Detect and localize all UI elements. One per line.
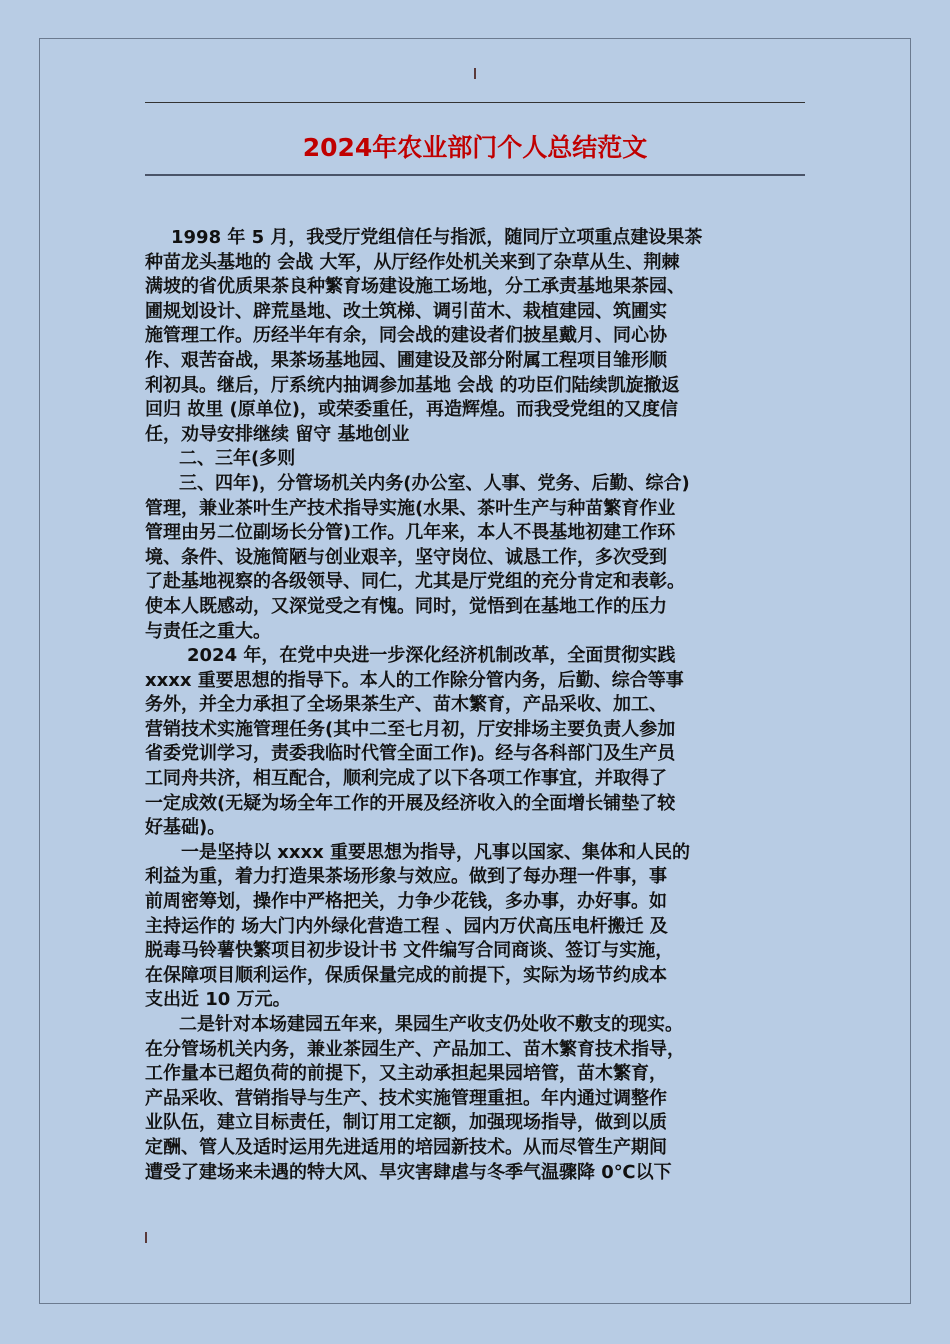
body-line: 作、艰苦奋战，果茶场基地园、圃建设及部分附属工程项目雏形顺 <box>145 349 667 371</box>
title-rule <box>145 174 805 176</box>
header-rule <box>145 102 805 103</box>
body-line: 施管理工作。历经半年有余，同会战的建设者们披星戴月、同心协 <box>145 325 667 347</box>
body-line: 在分管场机关内务，兼业茶园生产、产品加工、苗木繁育技术指导， <box>145 1038 685 1060</box>
document-body <box>145 226 815 1185</box>
body-line: 管理，兼业茶叶生产技术指导实施(水果、茶叶生产与种苗繁育作业 <box>145 497 676 519</box>
body-line: 1998 年 5 月，我受厅党组信任与指派，随同厅立项重点建设果茶 <box>171 227 703 248</box>
body-line: 前周密筹划，操作中严格把关，力争少花钱，多办事，办好事。如 <box>145 891 667 913</box>
body-line: 在保障项目顺利运作，保质保量完成的前提下，实际为场节约成本 <box>145 964 667 986</box>
footer-mark <box>145 1232 147 1243</box>
header-mark <box>474 68 476 79</box>
body-line: xxxx 重要思想的指导下。本人的工作除分管内务，后勤、综合等事 <box>145 669 684 691</box>
body-line: 了赴基地视察的各级领导、同仁，尤其是厅党组的充分肯定和表彰。 <box>145 571 685 593</box>
body-line: 与责任之重大。 <box>145 620 271 642</box>
body-line: 脱毒马铃薯快繁项目初步设计书 文件编写合同商谈、签订与实施， <box>145 940 674 962</box>
document-title: 2024年农业部门个人总结范文 <box>302 133 648 162</box>
body-line: 境、条件、设施简陋与创业艰辛，坚守岗位、诚恳工作，多次受到 <box>145 546 667 568</box>
body-line: 圃规划设计、辟荒垦地、改土筑梯、调引苗木、栽植建园、筑圃实 <box>145 300 667 322</box>
body-line: 省委党训学习，责委我临时代管全面工作)。经与各科部门及生产员 <box>145 743 676 765</box>
body-line: 业队伍，建立目标责任，制订用工定额，加强现场指导，做到以质 <box>145 1112 667 1134</box>
body-line: 一是坚持以 xxxx 重要思想为指导，凡事以国家、集体和人民的 <box>181 841 690 863</box>
body-line: 主持运作的 场大门内外绿化营造工程 、园内万伏高压电杆搬迁 及 <box>145 915 668 937</box>
body-line: 回归 故里 (原单位)，或荣委重任，再造辉煌。而我受党组的又度信 <box>145 399 678 421</box>
body-line: 产品采收、营销指导与生产、技术实施管理重担。年内通过调整作 <box>145 1087 667 1109</box>
body-line: 一定成效(无疑为场全年工作的开展及经济收入的全面增长铺垫了较 <box>145 792 676 814</box>
body-line: 好基础)。 <box>145 817 226 839</box>
body-line: 利初具。继后，厅系统内抽调参加基地 会战 的功臣们陆续凯旋撤返 <box>145 374 680 396</box>
body-line: 二是针对本场建园五年来，果园生产收支仍处收不敷支的现实。 <box>179 1014 683 1035</box>
body-line: 任，劝导安排继续 留守 基地创业 <box>145 423 410 445</box>
body-line: 二、三年(多则 <box>179 448 296 470</box>
body-line: 定酬、管人及适时运用先进适用的培园新技术。从而尽管生产期间 <box>145 1136 667 1158</box>
body-line: 工同舟共济，相互配合，顺利完成了以下各项工作事宜，并取得了 <box>145 768 667 790</box>
body-line: 工作量本已超负荷的前提下，又主动承担起果园培管，苗木繁育， <box>145 1063 667 1085</box>
body-line: 三、四年)，分管场机关内务(办公室、人事、党务、后勤、综合) <box>179 472 690 494</box>
body-line: 支出近 10 万元。 <box>145 989 291 1011</box>
body-line: 务外，并全力承担了全场果茶生产、苗木繁育，产品采收、加工、 <box>145 694 667 716</box>
body-line: 管理由另二位副场长分管)工作。几年来，本人不畏基地初建工作环 <box>145 522 676 544</box>
body-line: 满坡的省优质果茶良种繁育场建设施工场地，分工承责基地果茶园、 <box>145 276 685 298</box>
body-line: 利益为重，着力打造果茶场形象与效应。做到了每办理一件事，事 <box>145 866 667 888</box>
body-line: 种苗龙头基地的 会战 大军，从厅经作处机关来到了杂草从生、荆棘 <box>145 251 680 273</box>
body-line: 使本人既感动，又深觉受之有愧。同时，觉悟到在基地工作的压力 <box>145 595 667 617</box>
body-line: 营销技术实施管理任务(其中二至七月初，厅安排场主要负责人参加 <box>145 718 676 740</box>
body-line: 遭受了建场来未遇的特大风、旱灾害肆虐与冬季气温骤降 0℃以下 <box>145 1161 672 1183</box>
body-line: 2024 年，在党中央进一步深化经济机制改革，全面贯彻实践 <box>187 645 676 667</box>
